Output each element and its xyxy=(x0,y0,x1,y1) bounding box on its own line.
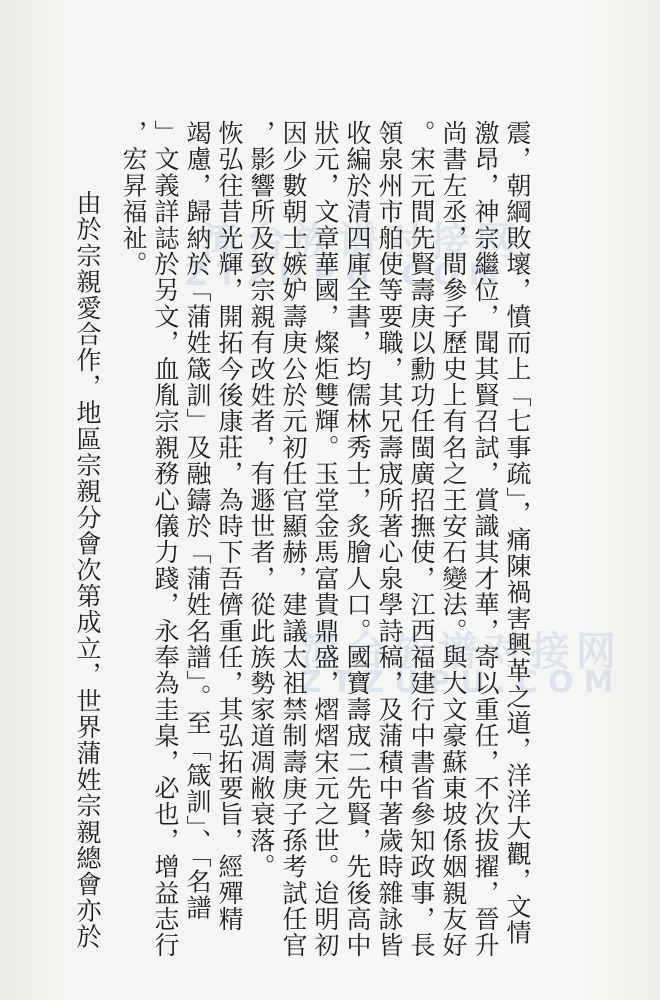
watermark-url-top: ZTZUPU.COM xyxy=(185,258,509,293)
watermark-cn-top: 漳台族谱对接网 xyxy=(200,219,522,265)
text-column-10: 恢弘往昔光輝，開拓今後康莊，為時下吾儕重任，其弘拓要旨，經殫精 xyxy=(215,120,244,933)
watermark-cn-bottom: 漳台族谱对接网 xyxy=(300,629,622,675)
text-column-6: 收編於清四庫全書，均儒林秀士，炙膾人口。國寶壽宬二先賢，先後高中 xyxy=(343,120,372,959)
text-column-7: 狀元，文章華國，燦炬雙輝。玉堂金馬富貴鼎盛，熠熠宋元之世。迨明初 xyxy=(311,120,340,959)
watermark-url-bottom: ZTZUPU.COM xyxy=(300,665,624,700)
text-column-5: 領泉州市舶使等要職，其兄壽宬所著心泉學詩稿，及蒲積中著歲時雜詠皆 xyxy=(375,120,404,959)
text-column-4: 。宋元間先賢壽庚以勳功任閩廣招撫使，江西福建行中書省參知政事，長 xyxy=(407,120,436,959)
text-column-2: 激昂，神宗繼位，聞其賢召試，賞識其才華，寄以重任，不次拔擢，晉升 xyxy=(471,120,500,959)
text-column-13: ，宏昇福祉。 xyxy=(119,120,148,278)
text-column-3: 尚書左丞，間參子歷史上有名之王安石變法。與大文豪蘇東坡係姻親友好 xyxy=(439,120,468,959)
text-column-11: 竭慮，歸納於「蒲姓箴訓」及融鑄於「蒲姓名譜」。至「箴訓」、「名譜 xyxy=(183,120,212,921)
text-column-14: 由於宗親愛合作，地區宗親分會次第成立，世界蒲姓宗親總會亦於 xyxy=(73,190,102,950)
text-column-12: 」文義詳誌於另文，血胤宗親務心儀力踐，永奉為圭臬，必也，增益志行 xyxy=(151,120,180,959)
text-column-8: 因少數朝士嫉妒壽庚公於元初任官顯赫，建議太祖禁制壽庚子孫考試任官 xyxy=(279,120,308,959)
text-column-1: 震，朝綱敗壞，憤而上「七事疏」，痛陳禍害興革之道，洋洋大觀，文情 xyxy=(503,120,532,946)
text-column-9: ，影響所及致宗親有改姓者，有遯世者，從此族勢家道凋敝衰落。 xyxy=(247,120,276,880)
